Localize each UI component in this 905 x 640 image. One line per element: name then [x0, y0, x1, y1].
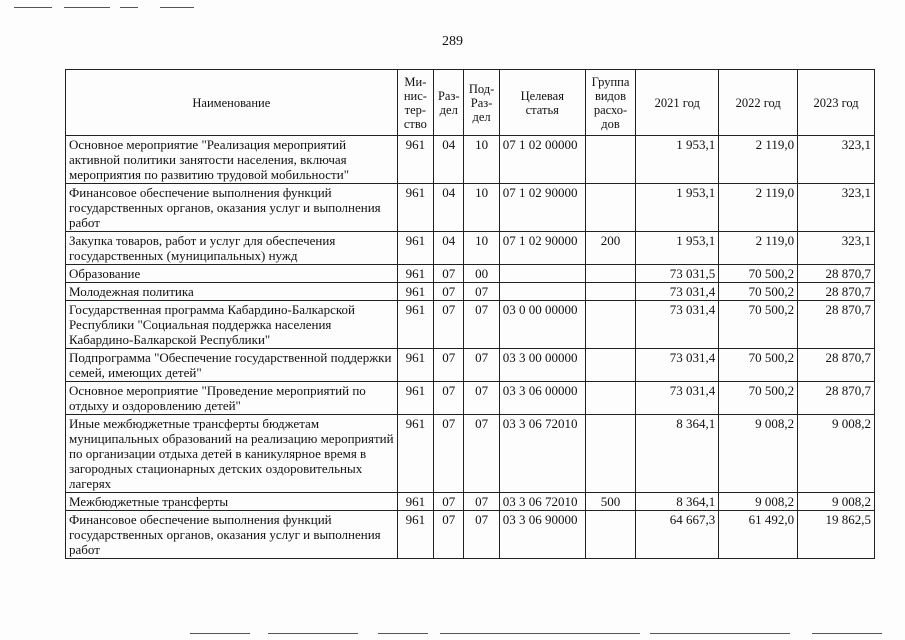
scan-artifact-bottom-5: [650, 633, 790, 634]
header-ministry: Ми-нис-тер-ство: [397, 70, 433, 136]
value-2023-cell: 28 870,7: [798, 301, 875, 349]
name-cell: Молодежная политика: [66, 283, 398, 301]
header-subsection: Под-Раз-дел: [464, 70, 499, 136]
target-article-cell: 03 3 06 90000: [499, 511, 585, 559]
value-2021-cell: 1 953,1: [636, 232, 719, 265]
target-article-cell: 07 1 02 90000: [499, 232, 585, 265]
name-cell: Основное мероприятие "Реализация мероприятий активной политики занятости населения, включая мероприятия по развитию трудовой мобильности": [66, 136, 398, 184]
name-cell: Образование: [66, 265, 398, 283]
name-cell: Межбюджетные трансферты: [66, 493, 398, 511]
subsection-cell: 00: [464, 265, 499, 283]
section-cell: 04: [434, 136, 464, 184]
ministry-cell: 961: [397, 265, 433, 283]
table-row: [66, 265, 875, 283]
table-header-row: [66, 70, 875, 136]
subsection-cell: 07: [464, 415, 499, 493]
target-article-cell: 03 3 06 72010: [499, 493, 585, 511]
section-cell: 07: [434, 511, 464, 559]
value-2022-cell: 61 492,0: [719, 511, 798, 559]
header-name: Наименование: [66, 70, 398, 136]
table-row: [66, 493, 875, 511]
section-cell: 07: [434, 265, 464, 283]
name-cell: Финансовое обеспечение выполнения функций государственных органов, оказания услуг и выполнения работ: [66, 511, 398, 559]
table-row: [66, 301, 875, 349]
value-2022-cell: 70 500,2: [719, 265, 798, 283]
value-2021-cell: 8 364,1: [636, 415, 719, 493]
value-2023-cell: 9 008,2: [798, 415, 875, 493]
section-cell: 07: [434, 301, 464, 349]
budget-table: [65, 69, 875, 559]
value-2023-cell: 323,1: [798, 184, 875, 232]
ministry-cell: 961: [397, 136, 433, 184]
expense-group-cell: [585, 349, 636, 382]
expense-group-cell: [585, 283, 636, 301]
table-row: [66, 382, 875, 415]
ministry-cell: 961: [397, 184, 433, 232]
subsection-cell: 07: [464, 493, 499, 511]
value-2023-cell: 323,1: [798, 136, 875, 184]
expense-group-cell: [585, 382, 636, 415]
subsection-cell: 07: [464, 382, 499, 415]
value-2022-cell: 70 500,2: [719, 349, 798, 382]
target-article-cell: [499, 283, 585, 301]
name-cell: Подпрограмма "Обеспечение государственной поддержки семей, имеющих детей": [66, 349, 398, 382]
value-2021-cell: 8 364,1: [636, 493, 719, 511]
expense-group-cell: [585, 415, 636, 493]
scan-artifact-bottom-1: [190, 633, 250, 634]
value-2022-cell: 2 119,0: [719, 136, 798, 184]
name-cell: Основное мероприятие "Проведение мероприятий по отдыху и оздоровлению детей": [66, 382, 398, 415]
value-2023-cell: 323,1: [798, 232, 875, 265]
scan-artifact-bottom-3: [378, 633, 428, 634]
table-row: [66, 349, 875, 382]
name-cell: Закупка товаров, работ и услуг для обеспечения государственных (муниципальных) нужд: [66, 232, 398, 265]
value-2022-cell: 70 500,2: [719, 301, 798, 349]
scan-artifact-bottom-4: [440, 633, 640, 634]
scan-artifact-top-3: [120, 7, 138, 8]
value-2021-cell: 1 953,1: [636, 136, 719, 184]
value-2021-cell: 73 031,4: [636, 382, 719, 415]
scan-artifact-top-4: [160, 7, 194, 8]
value-2021-cell: 64 667,3: [636, 511, 719, 559]
name-cell: Финансовое обеспечение выполнения функций государственных органов, оказания услуг и выполнения работ: [66, 184, 398, 232]
ministry-cell: 961: [397, 511, 433, 559]
value-2022-cell: 70 500,2: [719, 283, 798, 301]
value-2023-cell: 19 862,5: [798, 511, 875, 559]
ministry-cell: 961: [397, 382, 433, 415]
target-article-cell: 03 3 00 00000: [499, 349, 585, 382]
value-2022-cell: 9 008,2: [719, 493, 798, 511]
section-cell: 07: [434, 349, 464, 382]
expense-group-cell: 200: [585, 232, 636, 265]
page-number: 289: [442, 34, 463, 49]
ministry-cell: 961: [397, 415, 433, 493]
value-2023-cell: 28 870,7: [798, 283, 875, 301]
subsection-cell: 07: [464, 349, 499, 382]
expense-group-cell: [585, 184, 636, 232]
section-cell: 07: [434, 493, 464, 511]
value-2023-cell: 28 870,7: [798, 382, 875, 415]
subsection-cell: 07: [464, 283, 499, 301]
header-2023: 2023 год: [798, 70, 875, 136]
expense-group-cell: [585, 511, 636, 559]
value-2022-cell: 2 119,0: [719, 232, 798, 265]
value-2021-cell: 73 031,4: [636, 349, 719, 382]
ministry-cell: 961: [397, 349, 433, 382]
ministry-cell: 961: [397, 232, 433, 265]
section-cell: 04: [434, 232, 464, 265]
subsection-cell: 10: [464, 232, 499, 265]
target-article-cell: 07 1 02 00000: [499, 136, 585, 184]
table-row: [66, 415, 875, 493]
table-row: [66, 184, 875, 232]
scan-artifact-bottom-2: [268, 633, 358, 634]
value-2022-cell: 2 119,0: [719, 184, 798, 232]
table-row: [66, 283, 875, 301]
expense-group-cell: [585, 301, 636, 349]
value-2023-cell: 28 870,7: [798, 265, 875, 283]
ministry-cell: 961: [397, 301, 433, 349]
header-2021: 2021 год: [636, 70, 719, 136]
table-row: [66, 232, 875, 265]
header-2022: 2022 год: [719, 70, 798, 136]
subsection-cell: 10: [464, 136, 499, 184]
scan-artifact-top-2: [64, 7, 110, 8]
section-cell: 07: [434, 415, 464, 493]
expense-group-cell: [585, 265, 636, 283]
section-cell: 07: [434, 382, 464, 415]
value-2021-cell: 73 031,4: [636, 283, 719, 301]
target-article-cell: 03 0 00 00000: [499, 301, 585, 349]
scan-artifact-top-1: [14, 7, 52, 8]
value-2021-cell: 73 031,5: [636, 265, 719, 283]
header-expense-group: Группа видов расхо-дов: [585, 70, 636, 136]
ministry-cell: 961: [397, 283, 433, 301]
ministry-cell: 961: [397, 493, 433, 511]
subsection-cell: 07: [464, 301, 499, 349]
value-2021-cell: 1 953,1: [636, 184, 719, 232]
expense-group-cell: 500: [585, 493, 636, 511]
value-2022-cell: 9 008,2: [719, 415, 798, 493]
value-2022-cell: 70 500,2: [719, 382, 798, 415]
name-cell: Государственная программа Кабардино-Балкарской Республики "Социальная поддержка населения Кабардино-Балкарской Республики": [66, 301, 398, 349]
header-target-article: Целевая статья: [499, 70, 585, 136]
target-article-cell: [499, 265, 585, 283]
section-cell: 07: [434, 283, 464, 301]
scan-artifact-bottom-6: [812, 633, 882, 634]
target-article-cell: 03 3 06 72010: [499, 415, 585, 493]
expense-group-cell: [585, 136, 636, 184]
table-row: [66, 511, 875, 559]
subsection-cell: 10: [464, 184, 499, 232]
table-row: [66, 136, 875, 184]
value-2021-cell: 73 031,4: [636, 301, 719, 349]
target-article-cell: 07 1 02 90000: [499, 184, 585, 232]
subsection-cell: 07: [464, 511, 499, 559]
table-body: [66, 136, 875, 559]
name-cell: Иные межбюджетные трансферты бюджетам муниципальных образований на реализацию мероприятий по организации отдыха детей в каникулярное время в загородных стационарных детских оздоровительных лагерях: [66, 415, 398, 493]
target-article-cell: 03 3 06 00000: [499, 382, 585, 415]
value-2023-cell: 9 008,2: [798, 493, 875, 511]
header-section: Раз-дел: [434, 70, 464, 136]
value-2023-cell: 28 870,7: [798, 349, 875, 382]
section-cell: 04: [434, 184, 464, 232]
